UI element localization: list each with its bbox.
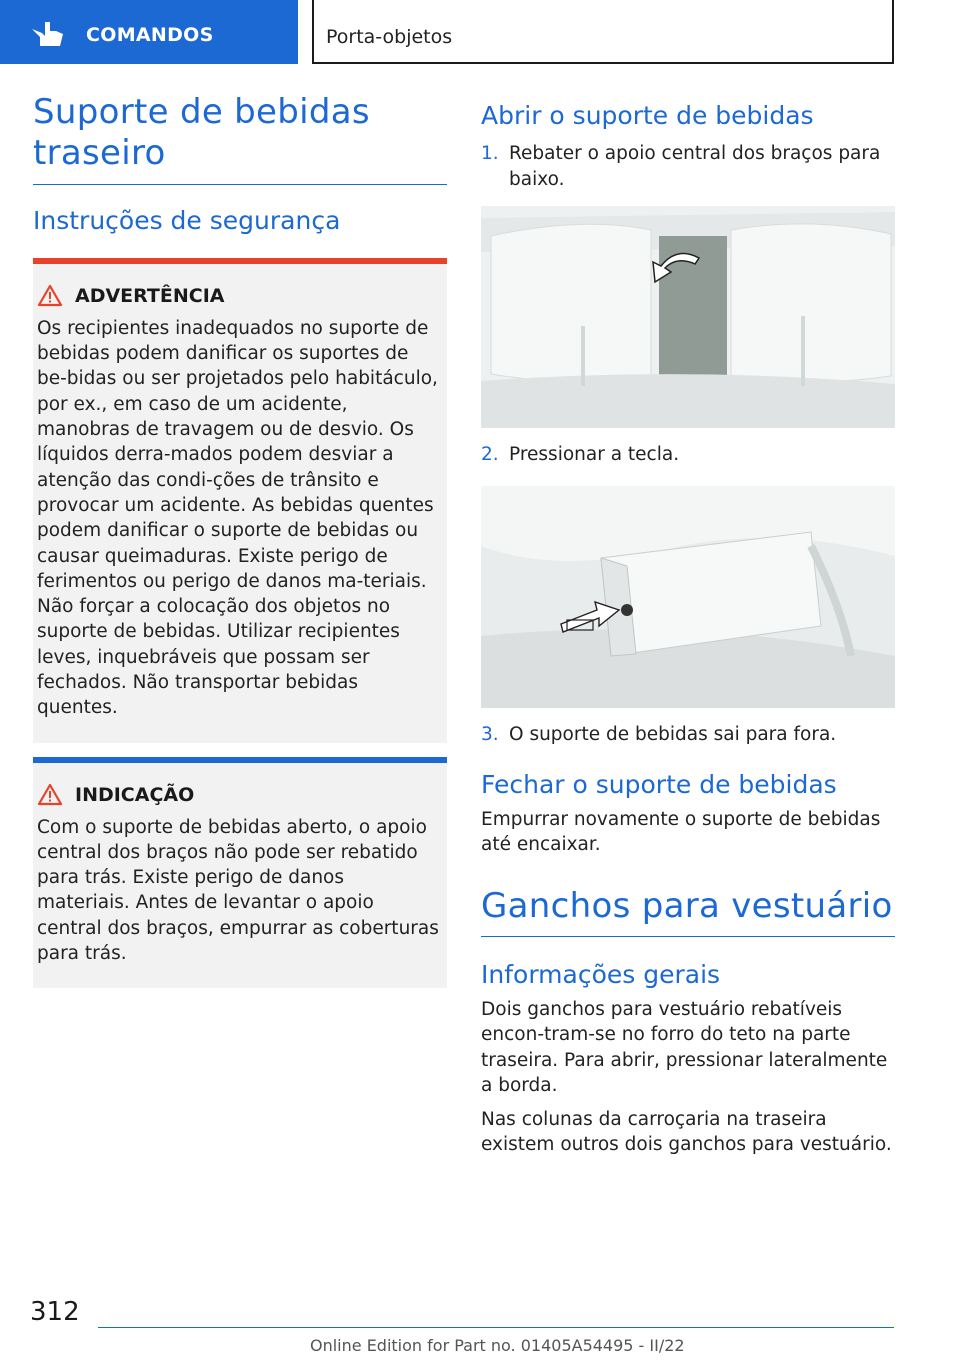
- footer-edition: Online Edition for Part no. 01405A54495 - II/22: [310, 1336, 685, 1355]
- step-text: O suporte de bebidas sai para fora.: [509, 723, 837, 745]
- footer-divider: [98, 1327, 894, 1328]
- button-press-photo: [481, 486, 895, 708]
- step-text: Pressionar a tecla.: [509, 444, 680, 466]
- warning-title-text: ADVERTÊNCIA: [75, 284, 225, 307]
- warning-bar: [33, 258, 447, 264]
- rear-seat-illustration: [481, 206, 895, 428]
- hooks-paragraph-2: Nas colunas da carroçaria na traseira existem outros dois ganchos para vestuário.: [481, 1108, 892, 1156]
- steps-list: [481, 722, 895, 748]
- close-holder-text: Empurrar novamente o suporte de bebidas até encaixar.: [481, 808, 881, 855]
- section-title: Suporte de bebidas traseiro: [33, 92, 447, 185]
- warning-text: Os recipientes inadequados no suporte de bebidas podem danificar os suportes de be-bidas ou ser projetados pelo habitáculo, por ex., em caso de um acidente, manobras de travagem ou de desvio. Os líquidos derra-mados podem desviar a atenção das condi-ções de trânsito e provocar um acidente. As bebidas quentes podem danificar o suporte de bebidas ou causar queimaduras. Existe perigo de ferimentos ou perigo de danos ma-teriais. Não forçar a colocação dos objetos no suporte de bebidas. Utilizar recipientes leves, inquebráveis que possam ser fechados. Não transportar bebidas quentes.: [37, 317, 438, 719]
- armrest-folded-photo: [481, 206, 895, 428]
- cupholder-button-illustration: [481, 486, 895, 708]
- open-holder-title: Abrir o suporte de bebidas: [481, 101, 814, 130]
- warning-title: [33, 284, 447, 308]
- section-tab: [312, 0, 894, 64]
- safety-subtitle: Instruções de segurança: [33, 205, 341, 235]
- note-bar: [33, 757, 447, 763]
- step-text: Rebater o apoio central dos braços para baixo.: [509, 143, 881, 190]
- step-item: [481, 141, 895, 192]
- step-item: [481, 722, 895, 748]
- general-info-subtitle: Informações gerais: [481, 960, 721, 990]
- step-number: 3.: [481, 723, 499, 745]
- page-header: [0, 0, 960, 66]
- step-number: 2.: [481, 444, 499, 466]
- steps-list: [481, 442, 895, 468]
- hooks-paragraph-1: Dois ganchos para vestuário rebatíveis encon-tram-se no forro do teto na parte traseira. Para abrir, pressionar lateralmente a borda.: [481, 998, 888, 1097]
- step-item: [481, 442, 895, 468]
- warning-box: [33, 258, 447, 743]
- close-holder-title: Fechar o suporte de bebidas: [481, 770, 837, 800]
- note-title: [33, 783, 447, 807]
- chapter-tab: [0, 0, 298, 64]
- note-text: Com o suporte de bebidas aberto, o apoio central dos braços não pode ser rebatido para trás. Existe perigo de danos materiais. Antes de levantar o apoio central dos braços, empurrar as coberturas para trás.: [37, 816, 439, 965]
- hand-pointer-icon: [30, 20, 68, 48]
- note-title-text: INDICAÇÃO: [75, 783, 195, 806]
- step-number: 1.: [481, 143, 499, 165]
- note-box: [33, 757, 447, 989]
- section-label: Porta-objetos: [326, 26, 453, 48]
- hooks-title: Ganchos para vestuário: [481, 886, 895, 938]
- right-column: [481, 92, 895, 1158]
- steps-list: [481, 141, 895, 192]
- chapter-label: COMANDOS: [86, 24, 214, 46]
- left-column: [33, 92, 447, 988]
- warning-triangle-icon: [37, 284, 63, 308]
- warning-triangle-icon: [37, 783, 63, 807]
- page-number: 312: [30, 1297, 80, 1327]
